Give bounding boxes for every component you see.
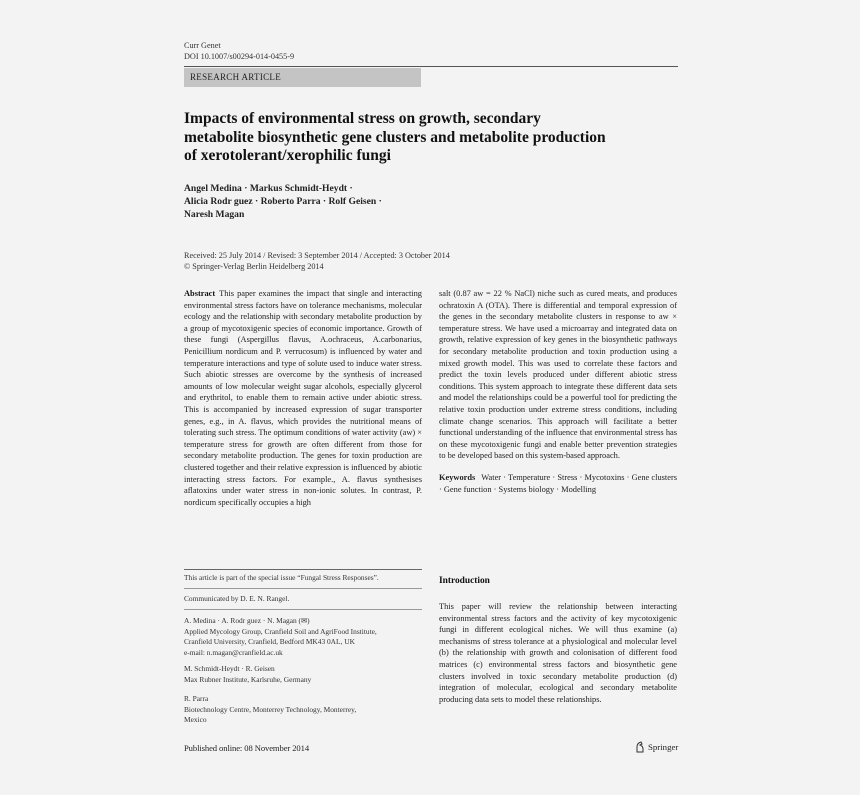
affiliation-line: Applied Mycology Group, Cranfield Soil and AgriFood Institute, [184, 626, 377, 636]
affiliation-line: Mexico [184, 715, 207, 725]
springer-horse-icon [635, 741, 645, 753]
affiliation-line: Max Rubner Institute, Karlsruhe, Germany [184, 674, 312, 684]
received-dates: Received: 25 July 2014 / Revised: 3 September 2014 / Accepted: 3 October 2014 [184, 251, 450, 260]
article-title [184, 110, 678, 166]
published-online: Published online: 08 November 2014 [184, 743, 310, 753]
abstract-left-column [184, 288, 422, 508]
affiliation-line: Cranfield University, Cranfield, Bedford MK43 0AL, UK [184, 637, 355, 647]
title-line: Impacts of environmental stress on growth, secondary [184, 110, 541, 127]
publisher-logo [635, 741, 678, 753]
header-rule [184, 66, 678, 67]
affiliation-line: Biotechnology Centre, Monterrey Technology, Monterrey, [184, 704, 357, 714]
keywords-heading: Keywords [439, 472, 476, 482]
affiliation-names: A. Medina · A. Rodr guez · N. Magan (✉) [184, 616, 310, 625]
introduction-text: This paper will review the relationship between interacting environmental stress factors and the activity of key mycotoxigenic fungi in different ecological niches. We will thus examine (a) mechanisms of stress tolerance at a physiological and molecular level (b) the relationship with growth and colonisation of different food matrices (c) environmental stress factors and biosynthetic gene clusters involved in toxic secondary metabolite production (d) integration of molecular, ecological and secondary metabolite producing data sets to model these relationships. [439, 602, 677, 704]
doi: DOI 10.1007/s00294-014-0455-9 [184, 52, 295, 61]
journal-name: Curr Genet [184, 41, 221, 50]
notes-divider [184, 588, 422, 589]
introduction-heading: Introduction [439, 576, 490, 586]
affiliation-2 [184, 664, 422, 685]
keywords-text: Water · Temperature · Stress · Mycotoxins · Gene clusters · Gene function · Systems biology · Modelling [439, 472, 677, 494]
notes-rule [184, 569, 422, 570]
author-line: Angel Medina · Markus Schmidt-Heydt · [184, 183, 353, 194]
journal-header [184, 40, 294, 62]
publication-dates [184, 250, 450, 272]
affiliation-names: R. Parra [184, 694, 209, 703]
article-type-badge: RESEARCH ARTICLE [184, 68, 421, 87]
title-line: of xerotolerant/xerophilic fungi [184, 147, 391, 164]
copyright: © Springer-Verlag Berlin Heidelberg 2014 [184, 262, 324, 271]
author-line: Alicia Rodr guez · Roberto Parra · Rolf Geisen · [184, 196, 382, 207]
author-line: Naresh Magan [184, 209, 245, 220]
abstract-right-column [439, 288, 677, 495]
special-issue-note: This article is part of the special issue “Fungal Stress Responses”. [184, 573, 379, 582]
affiliation-3 [184, 694, 422, 726]
abstract-text-left: This paper examines the impact that single and interacting environmental stress factors have on tolerance mechanisms, molecular ecology and the relationship with secondary metabolite production by a group of mycotoxigenic species of economic importance. Growth of these fungi (Aspergillus flavus, A.ochraceus, A.carbonarius, Penicillium nordicum and P. verrucosum) is influenced by water and temperature interactions and type of solute used to induce water stress. Such abiotic stresses are overcome by the synthesis of increased amounts of low molecular weight sugar alcohols, especially glycerol and erythritol, to enable them to remain active under abiotic stress. This is accompanied by increased expression of sugar transporter genes, e.g., in A. flavus, which provides the nutritional means of tolerating such stress. The optimum conditions of water activity (aw) × temperature stress for growth are often different from those for secondary metabolite production. The genes for toxin production are clustered together and their relative expression is influenced by abiotic interacting stress factors. For example., A. flavus synthesises aflatoxins under water stress in non-ionic solutes. In contrast, P. nordicum specifically occupies a high [184, 289, 422, 507]
keywords [439, 472, 677, 495]
abstract-text-right: salt (0.87 aw = 22 % NaCl) niche such as cured meats, and produces ochratoxin A (OTA). There is differential and temporal expression of the genes in the secondary metabolite clusters in response to aw × temperature stress. We have used a microarray and integrated data on growth, relative expression of key genes in the biosynthetic pathways for secondary metabolite production and toxin production using a mixed growth model. This was used to correlate these factors and predict the toxin levels produced under different abiotic stress conditions. This system approach to integrate these different data sets and model the relationships could be a powerful tool for predicting the relative toxin production under extreme stress conditions, including climate change scenarios. This approach will facilitate a better functional understanding of the influence that environmental stress has on these mycotoxigenic fungi and enable better prevention strategies to be developed based on this system-based approach. [439, 289, 677, 461]
communicated-by: Communicated by D. E. N. Rangel. [184, 594, 290, 603]
publisher-name: Springer [648, 742, 679, 752]
notes-divider [184, 609, 422, 610]
author-list [184, 182, 484, 221]
affiliation-names: M. Schmidt-Heydt · R. Geisen [184, 664, 275, 673]
abstract-heading: Abstract [184, 289, 216, 298]
title-line: metabolite biosynthetic gene clusters and metabolite production [184, 128, 606, 146]
email-link[interactable]: e-mail: n.magan@cranfield.ac.uk [184, 647, 283, 657]
affiliation-1 [184, 616, 422, 658]
